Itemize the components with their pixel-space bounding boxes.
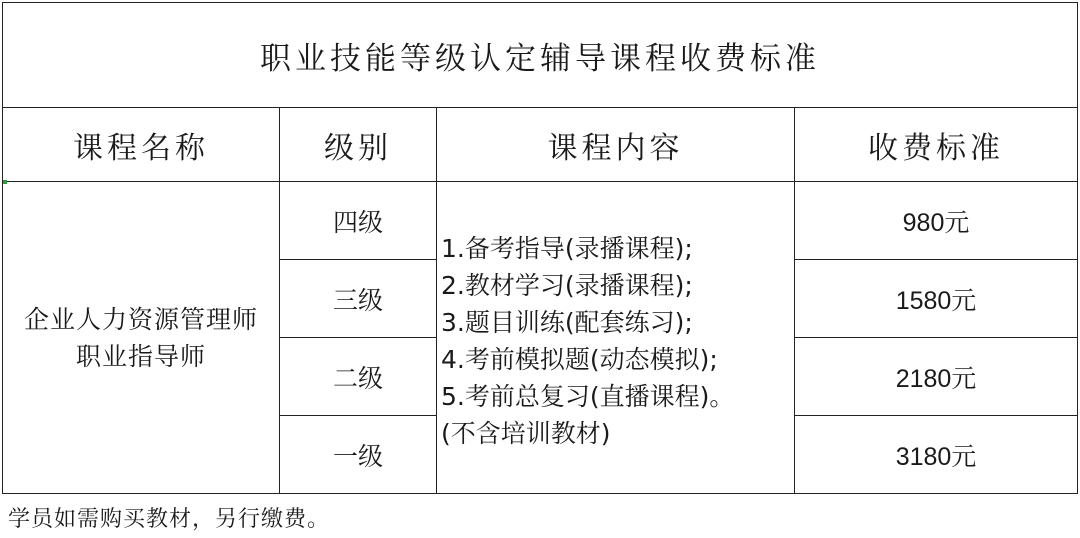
- fee-standard-table: [2, 2, 1078, 494]
- level-cell: 四级: [280, 182, 437, 260]
- content-line: 4.考前模拟题(动态模拟);: [441, 344, 718, 374]
- title-row: [3, 3, 1078, 108]
- course-content-cell: [437, 182, 795, 494]
- price-cell: 3180元: [795, 416, 1078, 494]
- header-course-content: 课程内容: [437, 108, 795, 182]
- course-name-cell: [3, 182, 280, 494]
- price-cell: 980元: [795, 182, 1078, 260]
- course-name-line: 职业指导师: [75, 341, 206, 371]
- price-cell: 2180元: [795, 338, 1078, 416]
- content-line: 2.教材学习(录播课程);: [441, 270, 693, 300]
- content-line: 3.题目训练(配套练习);: [441, 307, 693, 337]
- table-title: 职业技能等级认定辅导课程收费标准: [3, 3, 1078, 108]
- header-row: [3, 108, 1078, 182]
- content-line: 1.备考指导(录播课程);: [441, 233, 693, 263]
- level-cell: 三级: [280, 260, 437, 338]
- course-name-line: 企业人力资源管理师: [23, 304, 258, 334]
- header-fee-standard: 收费标准: [795, 108, 1078, 182]
- price-cell: 1580元: [795, 260, 1078, 338]
- table-row: [3, 182, 1078, 260]
- content-line: (不含培训教材): [441, 418, 611, 448]
- header-level: 级别: [280, 108, 437, 182]
- content-line: 5.考前总复习(直播课程)。: [441, 381, 735, 411]
- level-cell: 一级: [280, 416, 437, 494]
- header-course-name: 课程名称: [3, 108, 280, 182]
- level-cell: 二级: [280, 338, 437, 416]
- cell-selection-mark: [3, 180, 7, 184]
- footnote: 学员如需购买教材，另行缴费。: [8, 507, 331, 532]
